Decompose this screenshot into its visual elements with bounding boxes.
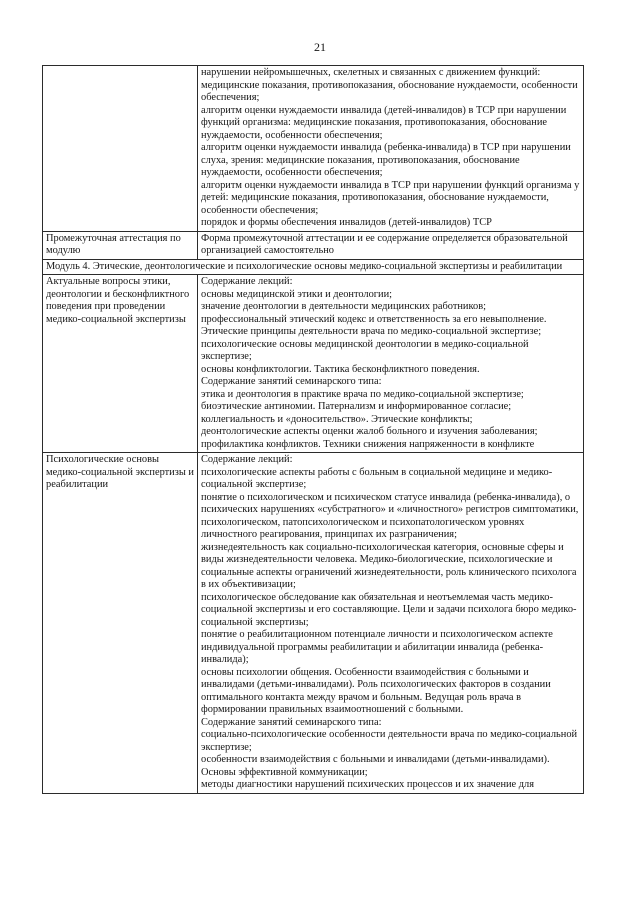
content-item: деонтологические аспекты оценки жалоб больного и изучения заболевания; [201,426,538,437]
content-cell [198,275,584,453]
content-item: методы диагностики нарушений психических процессов и их значение для [201,779,535,790]
content-item: порядок и формы обеспечения инвалидов (детей-инвалидов) ТСР [201,217,492,228]
content-item: психологическое обследование как обязательная и неотъемлемая часть медико-социальной экспертизы и его составляющие. Цели и задачи психолога бюро медико-социальной экспертизы; [201,591,577,628]
content-item: основы конфликтологии. Тактика бесконфликтного поведения. [201,363,480,375]
content-item: Форма промежуточной аттестации и ее содержание определяется образовательной организацией самостоятельно [201,232,568,256]
content-cell [198,453,584,794]
content-item: Содержание лекций: [201,454,293,465]
table-row [43,231,584,259]
content-item: основы психологии общения. Особенности взаимодействия с больными и инвалидами (детьми-инвалидами). Роль психологических факторов в создании оптимального контакта между врачом и больным. Ведущая роль врача в формировании правильных взаимоотношений с больными. [201,666,551,715]
content-cell [198,231,584,259]
table-row [43,66,584,232]
topic-cell [43,275,198,453]
table-body [43,66,584,794]
table-row [43,453,584,794]
topic-title: Актуальные вопросы этики, деонтологии и бесконфликтного поведения при проведении медико-социальной экспертизы [46,276,190,325]
content-item: значение деонтологии в деятельности медицинских работников; [201,301,487,312]
content-item: жизнедеятельность как социально-психологическая категория, основные сферы и виды жизнедеятельности человека. Медико-биологические, психологические и социальные аспекты ограничений жизнедеятельности, роль клинического психолога в их объективизации; [201,541,577,590]
table-row [43,275,584,453]
content-item: социально-психологические особенности деятельности врача по медико-социальной экспертизе; [201,729,578,753]
content-item: понятие о психологическом и психическом статусе инвалида (ребенка-инвалида), о психических нарушениях «субстратного» и «личностного» регистров симптоматики, психологическом, патопсихологическом и психопатологическом уровнях личностного реагирования, принципах их разграничения; [201,491,579,540]
content-item: особенности взаимодействия с больными и инвалидами (детьми-инвалидами). Основы эффективной коммуникации; [201,754,550,778]
topic-cell [43,231,198,259]
content-item: профилактика конфликтов. Техники снижения напряженности в конфликте [201,438,535,450]
page-number: 21 [314,40,326,54]
module-heading-row [43,259,584,275]
content-item: Содержание лекций: [201,276,293,287]
curriculum-table [42,65,584,794]
topic-title: Психологические основы медико-социальной экспертизы и реабилитации [46,454,194,490]
content-item: нарушении нейромышечных, скелетных и связанных с движением функций: медицинские показания, противопоказания, обоснование нуждаемости, особенности обеспечения; [201,67,578,103]
content-item: алгоритм оценки нуждаемости инвалида (ребенка-инвалида) в ТСР при нарушении слуха, зрения: медицинские показания, противопоказания, обоснование нуждаемости, особенности обеспечения; [201,142,571,178]
module-heading: Модуль 4. Этические, деонтологические и психологические основы медико-социальной экспертизы и реабилитации [43,259,584,275]
content-item: психологические аспекты работы с больным в социальной медицине и медико-социальной экспертизе; [201,466,553,490]
content-item: основы медицинской этики и деонтологии; [201,288,393,300]
topic-cell [43,453,198,794]
content-item: биоэтические антиномии. Патернализм и информированное согласие; [201,401,512,412]
content-item: понятие о реабилитационном потенциале личности и психологическом аспекте индивидуальной программы реабилитации и абилитации инвалида (ребенка-инвалида); [201,629,553,665]
content-item: Содержание занятий семинарского типа: [201,716,382,728]
topic-title: Промежуточная аттестация по модулю [46,232,181,256]
topic-cell [43,66,198,232]
content-cell [198,66,584,232]
content-item: психологические основы медицинской деонтологии в медико-социальной экспертизе; [201,338,529,362]
content-item: профессиональный этический кодекс и ответственность за его невыполнение. [201,313,547,325]
content-item: алгоритм оценки нуждаемости инвалида в ТСР при нарушении функций организма у детей: медицинские показания, противопоказания, обоснование нуждаемости, особенности обеспечения; [201,179,580,216]
content-item: коллегиальность и «доносительство». Этические конфликты; [201,413,473,425]
content-item: алгоритм оценки нуждаемости инвалида (детей-инвалидов) в ТСР при нарушении функций организма: медицинские показания, противопоказания, обоснование нуждаемости, особенности обеспечения; [201,104,567,141]
content-item: Этические принципы деятельности врача по медико-социальной экспертизе; [201,326,542,337]
content-item: этика и деонтология в практике врача по медико-социальной экспертизе; [201,388,524,400]
content-item: Содержание занятий семинарского типа: [201,376,382,387]
